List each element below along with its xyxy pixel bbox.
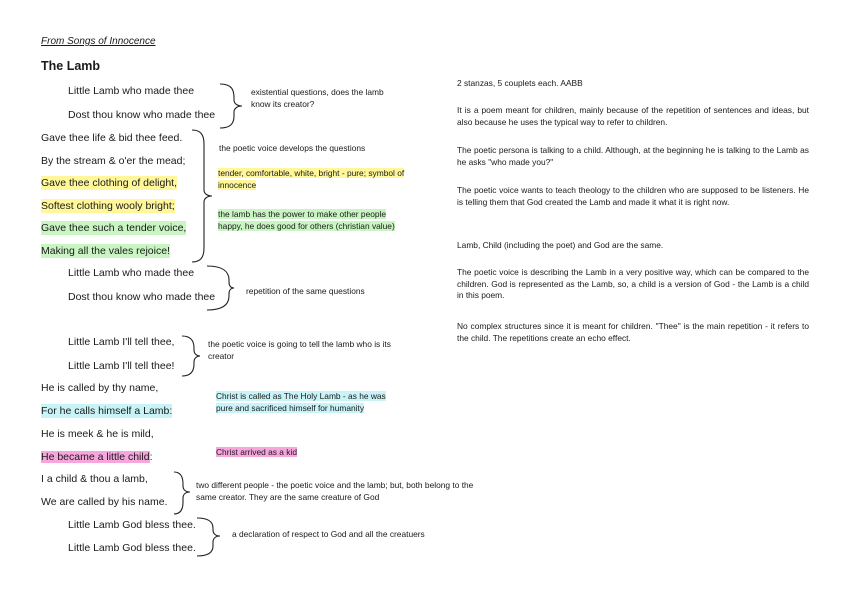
annotation-highlighted: tender, comfortable, white, bright - pure; symbol of innocence — [218, 168, 405, 190]
poem-line: Dost thou know who made thee — [68, 109, 216, 121]
poem-line-highlighted: Gave thee clothing of delight, — [41, 177, 178, 189]
poem-line: Dost thou know who made thee — [68, 291, 216, 303]
poem-line: Little Lamb who made thee — [68, 85, 195, 97]
brace-icon — [172, 470, 196, 516]
source-title: From Songs of Innocence — [41, 36, 156, 47]
poem-line: Little Lamb I'll tell thee, — [68, 336, 175, 348]
annotation-note: a declaration of respect to God and all the creatuers — [232, 529, 425, 539]
poem-line-highlighted: He became a little child — [41, 451, 150, 463]
poem-line: He is called by thy name, — [41, 382, 159, 394]
annotation-note: repetition of the same questions — [246, 286, 365, 296]
annotation-note: the poetic voice is going to tell the lamb who is its creator — [208, 339, 391, 361]
annotation-note: the poetic voice develops the questions — [219, 143, 366, 153]
poem-line: Little Lamb who made thee — [68, 267, 195, 279]
brace-icon — [205, 264, 237, 312]
annotation-note — [216, 391, 399, 414]
poem-line: Little Lamb God bless thee. — [68, 519, 196, 531]
analysis-paragraph: The poetic voice wants to teach theology to the children who are supposed to be listeners. He is telling them that God created the Lamb and made it what it is right now. — [457, 185, 809, 207]
analysis-paragraph: No complex structures since it is meant for children. "Thee" is the main repetition - it refers to the child. The repetitions create an echo effect. — [457, 321, 809, 343]
poem-line-highlighted: Gave thee such a tender voice, — [41, 222, 187, 234]
poem-title: The Lamb — [41, 59, 101, 73]
poem-line-highlighted: For he calls himself a Lamb: — [41, 405, 173, 417]
brace-icon — [180, 334, 206, 378]
analysis-paragraph: 2 stanzas, 5 couplets each. AABB — [457, 78, 583, 88]
annotation-note — [218, 168, 408, 191]
annotation-note: two different people - the poetic voice and the lamb; but, both belong to the same creator. They are the same creature of God — [196, 480, 474, 502]
poem-line — [41, 450, 152, 464]
poem-line: We are called by his name. — [41, 496, 168, 508]
brace-icon — [218, 82, 248, 130]
annotation-highlighted: Christ is called as The Holy Lamb - as he was pure and sacrificed himself for humanity — [216, 391, 386, 413]
poem-line: Gave thee life & bid thee feed. — [41, 132, 183, 144]
brace-icon — [190, 128, 220, 264]
annotation-note — [218, 209, 396, 232]
annotation-note — [216, 447, 366, 459]
analysis-paragraph: The poetic persona is talking to a child. Although, at the beginning he is talking to the Lamb as he asks "who made you?" — [457, 145, 809, 167]
analysis-paragraph: Lamb, Child (including the poet) and God are the same. — [457, 240, 664, 250]
poem-line-highlighted: Softest clothing wooly bright; — [41, 200, 175, 212]
poem-line-highlighted: Making all the vales rejoice! — [41, 245, 170, 257]
poem-line: Little Lamb God bless thee. — [68, 542, 196, 554]
annotation-note: existential questions, does the lamb know its creator? — [251, 87, 384, 109]
poem-line: He is meek & he is mild, — [41, 428, 154, 440]
poem-line-punctuation: : — [149, 451, 153, 463]
analysis-paragraph: The poetic voice is describing the Lamb in a very positive way, which can be compared to the children. God is represented as the Lamb, so, a child is a version of God - the Lamb is a child in this poem. — [457, 267, 809, 300]
annotation-highlighted: Christ arrived as a kid — [216, 447, 297, 457]
annotation-highlighted: the lamb has the power to make other people happy, he does good for others (christian value) — [218, 209, 395, 231]
poem-line: Little Lamb I'll tell thee! — [68, 360, 175, 372]
poem-line: By the stream & o'er the mead; — [41, 155, 186, 167]
analysis-paragraph: It is a poem meant for children, mainly because of the repetition of sentences and ideas, but also because he uses the typical way to refer to children. — [457, 105, 809, 127]
brace-icon — [195, 516, 225, 558]
poem-line: I a child & thou a lamb, — [41, 473, 148, 485]
